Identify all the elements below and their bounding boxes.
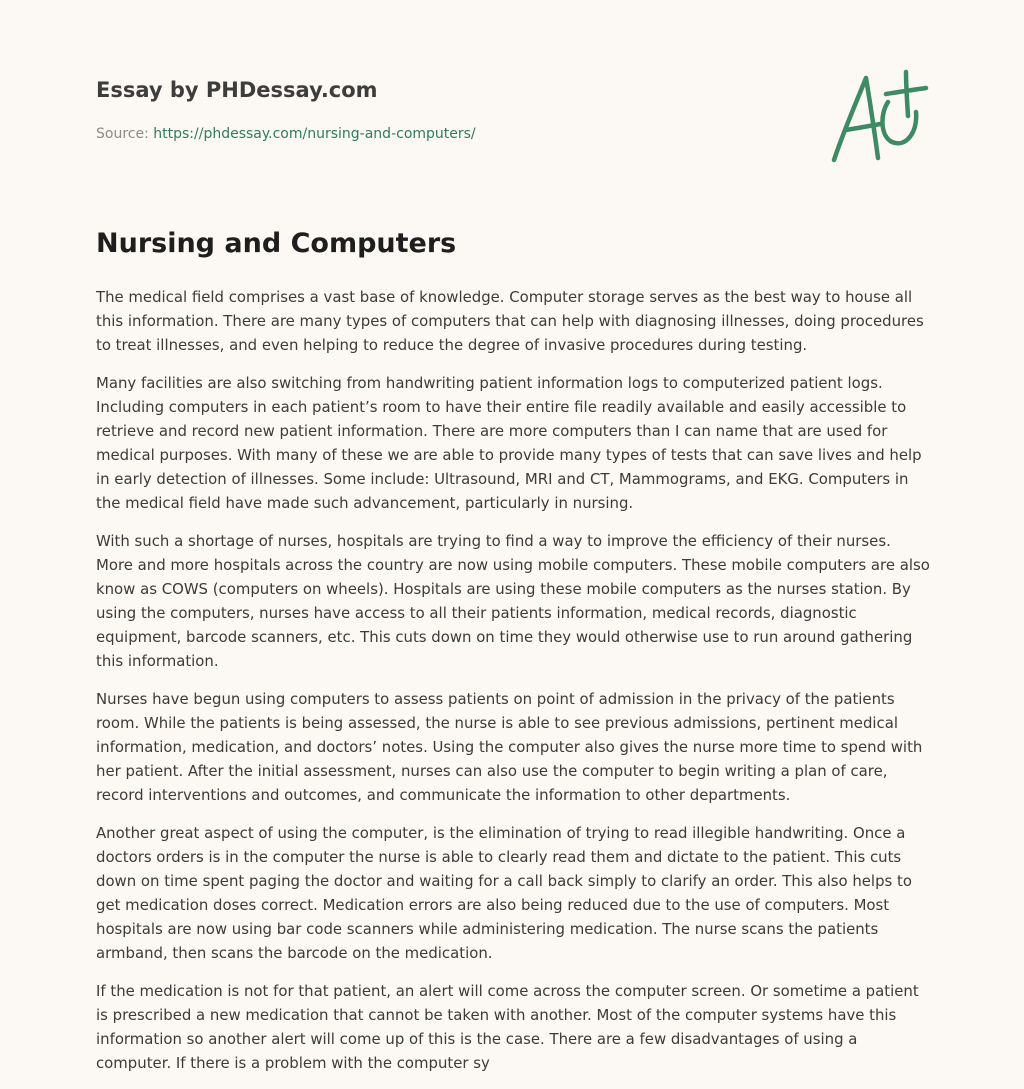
site-brand: Essay by PHDessay.com (96, 78, 378, 102)
page-header (96, 76, 936, 196)
source-line (96, 124, 476, 144)
essay-paragraph: Nurses have begun using computers to assess patients on point of admission in the privacy of the patients room. While the patients is being assessed, the nurse is able to see previous admissions, pertinent medical information, medication, and doctors’ notes. Using the computer also gives the nurse more time to spend with her patient. After the initial assessment, nurses can also use the computer to begin writing a plan of care, record interventions and outcomes, and communicate the information to other departments. (96, 690, 923, 804)
essay-paragraph: The medical field comprises a vast base of knowledge. Computer storage serves as the best way to house all this information. There are many types of computers that can help with diagnosing illnesses, doing procedures to treat illnesses, and even helping to reduce the degree of invasive procedures during testing. (96, 288, 924, 354)
essay-paragraph: If the medication is not for that patient, an alert will come across the computer screen. Or sometime a patient is prescribed a new medication that cannot be taken with another. Most of the computer systems have this information so another alert will come up of this is the case. There are a few disadvantages of using a computer. If there is a problem with the computer sy (96, 982, 919, 1072)
a-plus-grade-icon (826, 68, 936, 168)
source-label: Source: (96, 126, 154, 142)
source-link[interactable]: https://phdessay.com/nursing-and-computers/ (153, 126, 476, 142)
essay-paragraph: Another great aspect of using the computer, is the elimination of trying to read illegible handwriting. Once a doctors orders is in the computer the nurse is able to clearly read them and dictate to the patient. This cuts down on time spent paging the doctor and waiting for a call back simply to clarify an order. This also helps to get medication doses correct. Medication errors are also being reduced due to the use of computers. Most hospitals are now using bar code scanners while administering medication. The nurse scans the patients armband, then scans the barcode on the medication. (96, 824, 912, 962)
essay-body (96, 285, 932, 1089)
essay-paragraph: Many facilities are also switching from handwriting patient information logs to computerized patient logs. Including computers in each patient’s room to have their entire file readily available and easily accessible to retrieve and record new patient information. There are more computers than I can name that are used for medical purposes. With many of these we are able to provide many types of tests that can save lives and help in early detection of illnesses. Some include: Ultrasound, MRI and CT, Mammograms, and EKG. Computers in the medical field have made such advancement, particularly in nursing. (96, 374, 922, 512)
essay-title: Nursing and Computers (96, 228, 457, 259)
essay-paragraph: With such a shortage of nurses, hospitals are trying to find a way to improve the efficiency of their nurses. More and more hospitals across the country are now using mobile computers. These mobile computers are also know as COWS (computers on wheels). Hospitals are using these mobile computers as the nurses station. By using the computers, nurses have access to all their patients information, medical records, diagnostic equipment, barcode scanners, etc. This cuts down on time they would otherwise use to run around gathering this information. (96, 532, 930, 670)
